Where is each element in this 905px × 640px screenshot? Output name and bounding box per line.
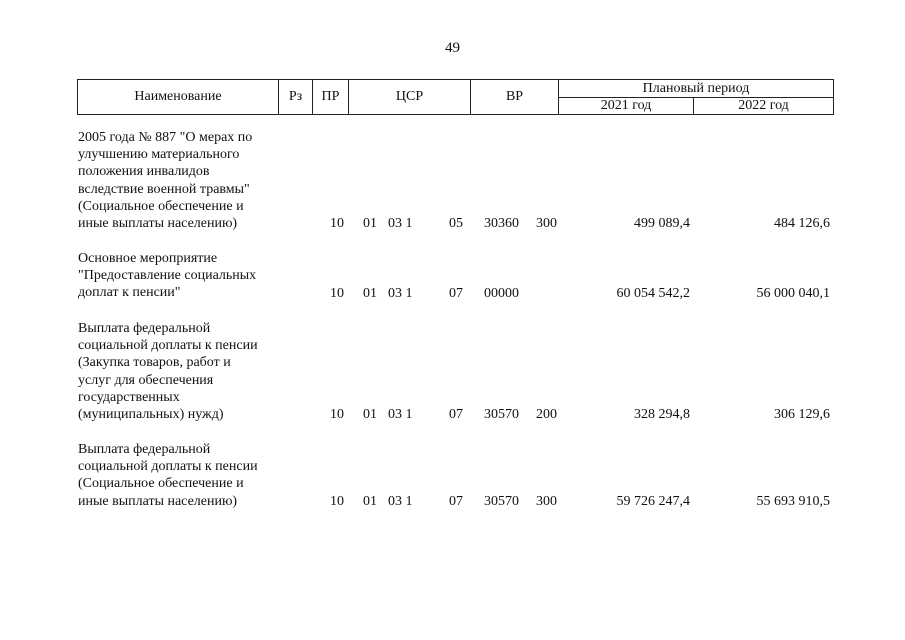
header-year-2022: 2022 год <box>694 98 834 115</box>
row-rz: 10 <box>330 216 344 231</box>
row-vr: 200 <box>536 407 557 422</box>
row-rz: 10 <box>330 407 344 422</box>
header-year-2021: 2021 год <box>559 98 694 115</box>
row-amount-2022: 56 000 040,1 <box>756 286 830 301</box>
row-vr: 300 <box>536 494 557 509</box>
row-csr-event: 07 <box>449 494 463 509</box>
row-amount-2021: 499 089,4 <box>634 216 690 231</box>
row-csr-program: 03 1 <box>388 216 413 231</box>
header-rz: Рз <box>279 80 313 115</box>
row-csr-direction: 00000 <box>484 286 519 301</box>
row-csr-program: 03 1 <box>388 286 413 301</box>
table-header <box>77 79 834 115</box>
row-csr-event: 05 <box>449 216 463 231</box>
row-amount-2021: 328 294,8 <box>634 407 690 422</box>
header-plan-period: Плановый период <box>559 80 834 98</box>
row-pr: 01 <box>363 494 377 509</box>
row-name: Выплата федеральной социальной доплаты к пенсии (Закупка товаров, работ и услуг для обеспечения государственных (муниципальных) нужд) <box>78 321 258 423</box>
row-rz: 10 <box>330 286 344 301</box>
row-amount-2021: 59 726 247,4 <box>616 494 690 509</box>
row-name: Выплата федеральной социальной доплаты к пенсии (Социальное обеспечение и иные выплаты населению) <box>78 442 258 509</box>
row-csr-direction: 30570 <box>484 494 519 509</box>
row-csr-program: 03 1 <box>388 407 413 422</box>
row-csr-program: 03 1 <box>388 494 413 509</box>
header-vr: ВР <box>471 80 559 115</box>
row-amount-2022: 484 126,6 <box>774 216 830 231</box>
row-pr: 01 <box>363 286 377 301</box>
page-number: 49 <box>445 40 460 56</box>
row-pr: 01 <box>363 407 377 422</box>
row-vr: 300 <box>536 216 557 231</box>
row-rz: 10 <box>330 494 344 509</box>
row-name: 2005 года № 887 "О мерах по улучшению материального положения инвалидов вследствие военной травмы" (Социальное обеспечение и иные выплаты населению) <box>78 130 253 232</box>
row-pr: 01 <box>363 216 377 231</box>
row-amount-2022: 55 693 910,5 <box>756 494 830 509</box>
header-csr: ЦСР <box>349 80 471 115</box>
row-csr-direction: 30570 <box>484 407 519 422</box>
row-csr-direction: 30360 <box>484 216 519 231</box>
row-amount-2022: 306 129,6 <box>774 407 830 422</box>
row-amount-2021: 60 054 542,2 <box>616 286 690 301</box>
header-pr: ПР <box>313 80 349 115</box>
row-name: Основное мероприятие "Предоставление социальных доплат к пенсии" <box>78 251 257 301</box>
row-csr-event: 07 <box>449 407 463 422</box>
header-name: Наименование <box>78 80 279 115</box>
row-csr-event: 07 <box>449 286 463 301</box>
